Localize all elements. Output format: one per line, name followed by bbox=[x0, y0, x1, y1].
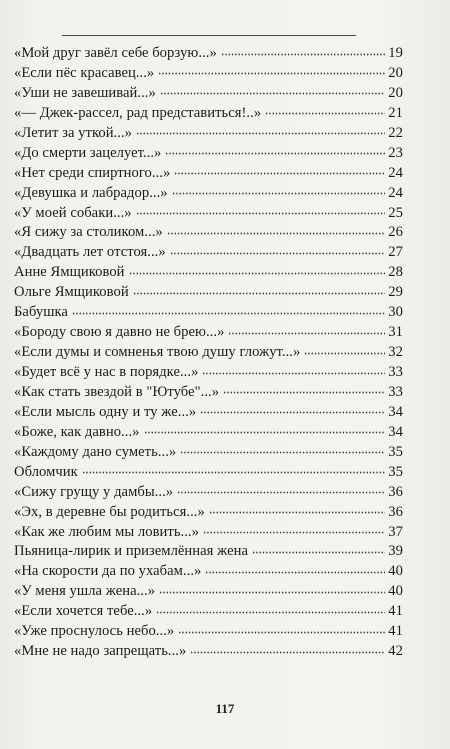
toc-entry-page: 35 bbox=[388, 443, 403, 460]
dot-leader bbox=[160, 92, 385, 96]
toc-entry bbox=[14, 144, 403, 164]
toc-entry-page: 20 bbox=[388, 64, 403, 81]
toc-entry-title: «У моей собаки...» bbox=[14, 204, 132, 221]
toc-entry bbox=[14, 44, 403, 64]
page-number: 117 bbox=[215, 701, 235, 716]
dot-leader bbox=[223, 391, 385, 395]
dot-leader bbox=[170, 251, 386, 255]
toc-entry bbox=[14, 204, 403, 224]
toc-entry bbox=[14, 423, 403, 443]
toc-entry-page: 41 bbox=[388, 623, 403, 640]
toc-entry-title: Ольге Ямщиковой bbox=[14, 284, 129, 301]
toc-entry-title: «Мне не надо запрещать...» bbox=[14, 643, 187, 660]
toc-entry-page: 23 bbox=[388, 144, 403, 161]
table-of-contents bbox=[14, 44, 403, 662]
toc-entry-page: 42 bbox=[388, 643, 403, 660]
dot-leader bbox=[265, 112, 385, 116]
toc-entry-title: Пьяница-лирик и приземлённая жена bbox=[14, 543, 248, 560]
toc-entry-page: 27 bbox=[388, 244, 403, 261]
toc-entry-title: «Я сижу за столиком...» bbox=[14, 224, 163, 241]
toc-entry-page: 26 bbox=[388, 224, 403, 241]
dot-leader bbox=[252, 550, 385, 554]
toc-entry-title: «Нет среди спиртного...» bbox=[14, 164, 171, 181]
toc-entry-title: «Уши не завешивай...» bbox=[14, 84, 156, 101]
toc-entry-page: 36 bbox=[388, 503, 403, 520]
toc-entry-page: 40 bbox=[388, 583, 403, 600]
dot-leader bbox=[202, 371, 385, 375]
toc-entry-title: «Уже проснулось небо...» bbox=[14, 623, 175, 640]
toc-entry-page: 33 bbox=[388, 383, 403, 400]
toc-entry bbox=[14, 343, 403, 363]
toc-entry-page: 36 bbox=[388, 483, 403, 500]
toc-entry bbox=[14, 243, 403, 263]
toc-entry bbox=[14, 383, 403, 403]
toc-entry-page: 41 bbox=[388, 603, 403, 620]
toc-entry bbox=[14, 124, 403, 144]
toc-entry bbox=[14, 84, 403, 104]
dot-leader bbox=[136, 212, 386, 216]
dot-leader bbox=[177, 491, 385, 495]
toc-entry-page: 28 bbox=[388, 264, 403, 281]
toc-entry bbox=[14, 164, 403, 184]
toc-entry-page: 35 bbox=[388, 463, 403, 480]
toc-entry-page: 32 bbox=[388, 344, 403, 361]
toc-entry bbox=[14, 503, 403, 523]
toc-entry bbox=[14, 562, 403, 582]
toc-entry-title: «На скорости да по ухабам...» bbox=[14, 563, 202, 580]
toc-entry-page: 22 bbox=[388, 124, 403, 141]
toc-entry-page: 39 bbox=[388, 543, 403, 560]
dot-leader bbox=[167, 231, 386, 235]
toc-entry bbox=[14, 443, 403, 463]
toc-entry bbox=[14, 523, 403, 543]
toc-entry-page: 24 bbox=[388, 184, 403, 201]
toc-entry bbox=[14, 483, 403, 503]
dot-leader bbox=[129, 271, 386, 275]
toc-entry-title: «У меня ушла жена...» bbox=[14, 583, 156, 600]
toc-entry-page: 19 bbox=[388, 45, 403, 61]
dot-leader bbox=[180, 451, 385, 455]
dot-leader bbox=[209, 511, 385, 515]
dot-leader bbox=[203, 531, 385, 535]
toc-entry-page: 37 bbox=[388, 523, 403, 540]
dot-leader bbox=[165, 152, 385, 156]
toc-entry-page: 25 bbox=[388, 204, 403, 221]
toc-entry-page: 29 bbox=[388, 284, 403, 301]
toc-entry-title: «Летит за уткой...» bbox=[14, 124, 132, 141]
dot-leader bbox=[144, 431, 386, 435]
dot-leader bbox=[159, 590, 385, 594]
toc-entry bbox=[14, 323, 403, 343]
toc-entry-title: «Боже, как давно...» bbox=[14, 423, 140, 440]
toc-entry bbox=[14, 184, 403, 204]
toc-entry-page: 24 bbox=[388, 164, 403, 181]
dot-leader bbox=[72, 311, 385, 315]
dot-leader bbox=[158, 72, 385, 76]
toc-entry-title: «Будет всё у нас в порядке...» bbox=[14, 364, 199, 380]
dot-leader bbox=[304, 351, 385, 355]
toc-entry-page: 33 bbox=[388, 364, 403, 380]
toc-entry-title: «Бороду свою я давно не брею...» bbox=[14, 324, 225, 341]
toc-entry-title: «Если думы и сомненья твою душу гложут...» bbox=[14, 344, 301, 361]
toc-entry bbox=[14, 283, 403, 303]
toc-entry-title: «Эх, в деревне бы родиться...» bbox=[14, 503, 205, 520]
dot-leader bbox=[221, 52, 385, 56]
toc-entry bbox=[14, 582, 403, 602]
toc-entry-title: «Мой друг завёл себе борзую...» bbox=[14, 45, 217, 61]
toc-entry-title: «До смерти зацелует...» bbox=[14, 144, 162, 161]
dot-leader bbox=[82, 471, 386, 475]
toc-entry-page: 31 bbox=[388, 324, 403, 341]
toc-entry-title: «Если хочется тебе...» bbox=[14, 603, 153, 620]
dot-leader bbox=[172, 192, 386, 196]
toc-entry-page: 30 bbox=[388, 304, 403, 321]
toc-entry-title: «Девушка и лабрадор...» bbox=[14, 184, 168, 201]
toc-entry-title: «— Джек-рассел, рад представиться!..» bbox=[14, 104, 262, 121]
dot-leader bbox=[156, 610, 385, 614]
dot-leader bbox=[190, 650, 385, 654]
toc-entry-title: Обломчик bbox=[14, 463, 78, 480]
dot-leader bbox=[228, 331, 385, 335]
dot-leader bbox=[178, 630, 385, 634]
dot-leader bbox=[174, 172, 385, 176]
toc-entry bbox=[14, 64, 403, 84]
toc-entry bbox=[14, 542, 403, 562]
toc-entry bbox=[14, 303, 403, 323]
toc-entry-title: «Если мысль одну и ту же...» bbox=[14, 403, 197, 420]
toc-entry-page: 40 bbox=[388, 563, 403, 580]
toc-entry bbox=[14, 642, 403, 662]
dot-leader bbox=[205, 570, 385, 574]
toc-entry bbox=[14, 363, 403, 383]
toc-entry-page: 34 bbox=[388, 423, 403, 440]
dot-leader bbox=[136, 132, 385, 136]
dot-leader bbox=[133, 291, 386, 295]
toc-entry bbox=[14, 463, 403, 483]
toc-entry bbox=[14, 223, 403, 243]
toc-entry-title: Бабушка bbox=[14, 304, 68, 321]
toc-entry bbox=[14, 622, 403, 642]
toc-entry-title: «Как стать звездой в "Ютубе"...» bbox=[14, 383, 220, 400]
toc-entry bbox=[14, 602, 403, 622]
toc-entry-title: «Сижу грущу у дамбы...» bbox=[14, 483, 174, 500]
toc-entry bbox=[14, 403, 403, 423]
toc-entry-title: «Каждому дано суметь...» bbox=[14, 443, 177, 460]
toc-entry-title: «Если пёс красавец...» bbox=[14, 64, 155, 81]
toc-entry-title: Анне Ямщиковой bbox=[14, 264, 125, 281]
toc-entry-title: «Двадцать лет отстоя...» bbox=[14, 244, 166, 261]
toc-entry bbox=[14, 104, 403, 124]
dot-leader bbox=[200, 411, 385, 415]
toc-entry bbox=[14, 263, 403, 283]
toc-entry-page: 34 bbox=[388, 403, 403, 420]
toc-entry-page: 20 bbox=[388, 84, 403, 101]
toc-entry-title: «Как же любим мы ловить...» bbox=[14, 523, 199, 540]
toc-entry-page: 21 bbox=[388, 104, 403, 121]
header-rule bbox=[62, 35, 356, 36]
